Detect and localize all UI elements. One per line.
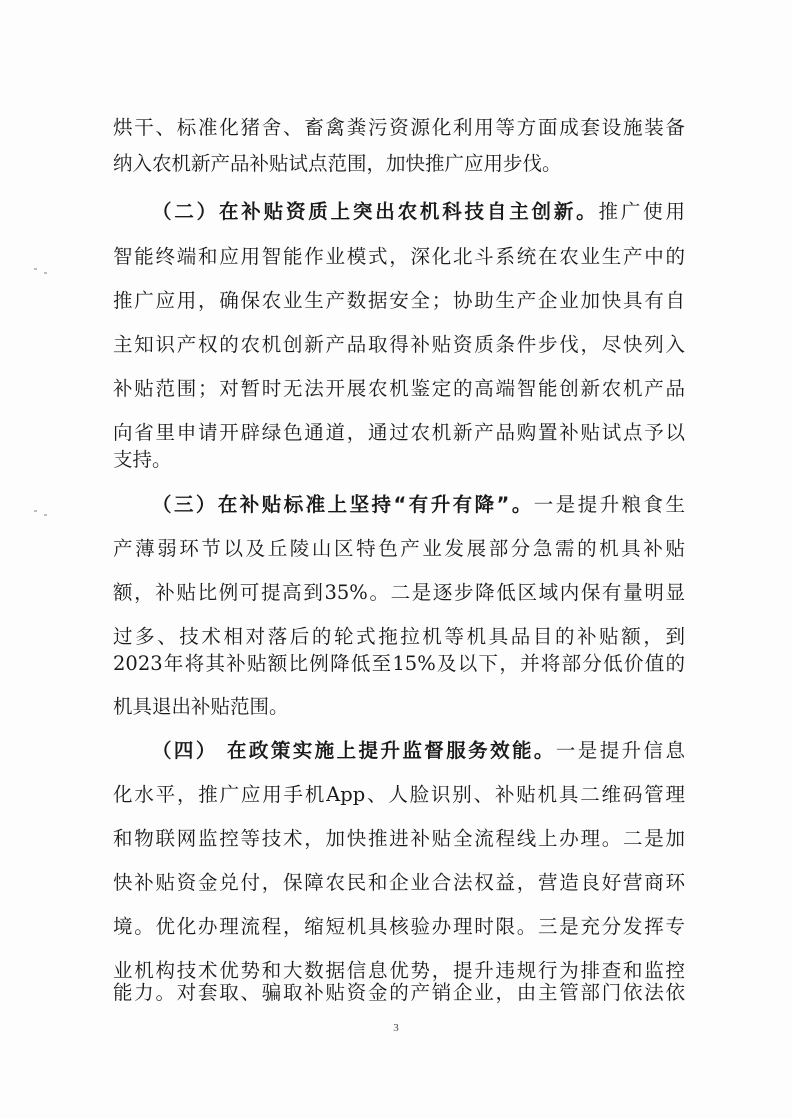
- section-2-first-line: [152, 195, 685, 229]
- body-text-line: 烘干、标准化猪舍、畜禽粪污资源化利用等方面成套设施装备: [113, 116, 685, 139]
- scan-artifact: [34, 510, 37, 512]
- body-text-line: 支持。: [113, 448, 172, 471]
- section-3-text: 一是提升粮食生: [533, 493, 685, 516]
- body-text-line: 化水平，推广应用手机App、人脸识别、补贴机具二维码管理: [113, 783, 685, 806]
- body-text-line: 机具退出补贴范围。: [113, 695, 289, 718]
- body-text-line: 纳入农机新产品补贴试点范围，加快推广应用步伐。: [113, 152, 562, 175]
- body-text-line: 向省里申请开辟绿色通道，通过农机新产品购置补贴试点予以: [113, 421, 685, 444]
- section-3-heading: （三）在补贴标准上坚持“有升有降”。: [152, 493, 534, 516]
- body-text-line: 额，补贴比例可提高到35%。二是逐步降低区域内保有量明显: [113, 581, 685, 604]
- section-2-text: 推广使用: [598, 200, 685, 223]
- section-3-first-line: [152, 488, 685, 522]
- body-text-line: 过多、技术相对落后的轮式拖拉机等机具品目的补贴额，到: [113, 625, 685, 648]
- body-text-line: 补贴范围；对暂时无法开展农机鉴定的高端智能创新农机产品: [113, 377, 685, 400]
- section-4-first-line: [152, 734, 685, 768]
- section-4-text: 一是提升信息: [555, 739, 685, 762]
- section-2-heading: （二）在补贴资质上突出农机科技自主创新。: [152, 200, 599, 223]
- scan-artifact: [34, 268, 37, 270]
- body-text-line: 推广应用，确保农业生产数据安全；协助生产企业加快具有自: [113, 289, 685, 312]
- body-text-line: 产薄弱环节以及丘陵山区特色产业发展部分急需的机具补贴: [113, 537, 685, 560]
- section-4-heading: （四） 在政策实施上提升监督服务效能。: [152, 739, 556, 762]
- body-text-line: 智能终端和应用智能作业模式，深化北斗系统在农业生产中的: [113, 245, 685, 268]
- body-text-line: 快补贴资金兑付，保障农民和企业合法权益，营造良好营商环: [113, 871, 685, 894]
- body-text-line: 主知识产权的农机创新产品取得补贴资质条件步伐，尽快列入: [113, 333, 685, 356]
- scan-artifact: [44, 272, 47, 274]
- body-text-line: 境。优化办理流程，缩短机具核验办理时限。三是充分发挥专: [113, 915, 685, 938]
- scan-artifact: [44, 514, 47, 516]
- body-text-line: 能力。对套取、骗取补贴资金的产销企业，由主管部门依法依: [113, 981, 685, 1004]
- body-text-line: 2023年将其补贴额比例降低至15%及以下，并将部分低价值的: [113, 652, 685, 675]
- body-text-line: 和物联网监控等技术，加快推进补贴全流程线上办理。二是加: [113, 827, 685, 850]
- body-text-line: 业机构技术优势和大数据信息优势，提升违规行为排查和监控: [113, 959, 685, 982]
- page-number: 3: [393, 1022, 399, 1034]
